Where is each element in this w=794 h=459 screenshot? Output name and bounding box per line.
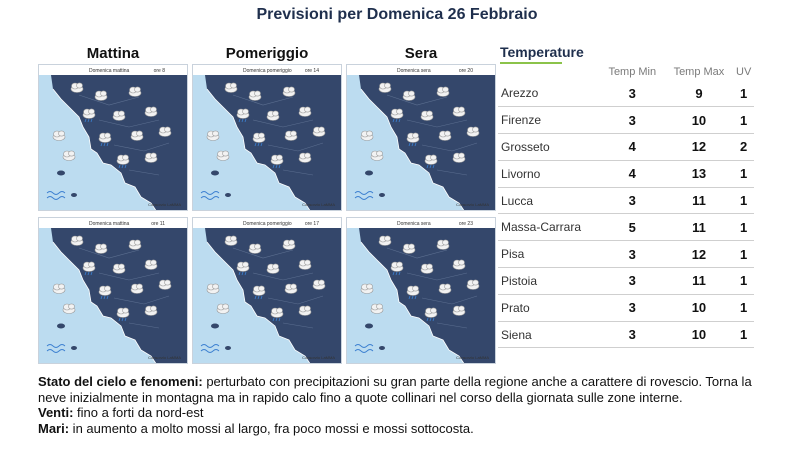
map-caption: Domenica mattina xyxy=(89,221,130,227)
map-hour: ore 17 xyxy=(304,221,319,227)
temp-min: 3 xyxy=(600,268,665,295)
tuscany-map-graphic xyxy=(193,218,342,364)
winds-label: Venti: xyxy=(38,405,74,420)
header-city xyxy=(498,64,600,80)
city-name: Siena xyxy=(498,321,600,348)
city-name: Grosseto xyxy=(498,134,600,161)
page-title: Previsioni per Domenica 26 Febbraio xyxy=(256,6,538,23)
table-row xyxy=(498,134,754,161)
map-hour: ore 20 xyxy=(458,68,473,74)
city-name: Pisa xyxy=(498,241,600,268)
forecast-map-afternoon-2 xyxy=(192,217,342,364)
map-caption: Domenica mattina xyxy=(89,68,130,74)
temp-max: 12 xyxy=(665,241,734,268)
uv-index: 1 xyxy=(733,80,754,107)
sky-paragraph xyxy=(38,374,768,405)
table-header-row xyxy=(498,64,754,80)
column-header-mattina: Mattina xyxy=(86,45,140,62)
temp-min: 4 xyxy=(600,134,665,161)
map-credit: Consorzio LaMMA xyxy=(302,355,335,360)
temp-min: 3 xyxy=(600,321,665,348)
temperature-title: Temperature xyxy=(500,44,584,60)
table-row xyxy=(498,294,754,321)
map-caption: Domenica pomeriggio xyxy=(243,221,292,227)
map-caption: Domenica sera xyxy=(397,221,431,227)
map-hour: ore 14 xyxy=(304,68,319,74)
table-row xyxy=(498,107,754,134)
tuscany-map-graphic xyxy=(347,65,496,211)
tuscany-map-graphic xyxy=(347,218,496,364)
uv-index: 1 xyxy=(733,214,754,241)
map-hour: ore 8 xyxy=(153,68,165,74)
sky-label: Stato del cielo e fenomeni: xyxy=(38,374,203,389)
uv-index: 1 xyxy=(733,294,754,321)
winds-text: fino a forti da nord-est xyxy=(73,405,204,420)
city-name: Firenze xyxy=(498,107,600,134)
header-uv: UV xyxy=(736,66,752,78)
uv-index: 1 xyxy=(733,241,754,268)
temp-max: 11 xyxy=(665,187,734,214)
table-row xyxy=(498,80,754,107)
temp-min: 3 xyxy=(600,187,665,214)
map-credit: Consorzio LaMMA xyxy=(456,355,489,360)
uv-index: 2 xyxy=(733,134,754,161)
city-name: Pistoia xyxy=(498,268,600,295)
map-credit: Consorzio LaMMA xyxy=(148,355,181,360)
temp-min: 3 xyxy=(600,294,665,321)
temp-max: 10 xyxy=(665,294,734,321)
map-credit: Consorzio LaMMA xyxy=(148,202,181,207)
uv-index: 1 xyxy=(733,321,754,348)
uv-index: 1 xyxy=(733,107,754,134)
temp-max: 10 xyxy=(665,107,734,134)
table-row xyxy=(498,187,754,214)
header-temp-max: Temp Max xyxy=(673,66,725,78)
map-caption: Domenica pomeriggio xyxy=(243,68,292,74)
temp-min: 3 xyxy=(600,80,665,107)
forecast-map-afternoon-1 xyxy=(192,64,342,211)
temp-max: 11 xyxy=(665,268,734,295)
temp-min: 5 xyxy=(600,214,665,241)
forecast-map-morning-2 xyxy=(38,217,188,364)
table-row xyxy=(498,241,754,268)
table-row xyxy=(498,321,754,348)
temp-max: 13 xyxy=(665,160,734,187)
temp-max: 10 xyxy=(665,321,734,348)
city-name: Prato xyxy=(498,294,600,321)
uv-index: 1 xyxy=(733,268,754,295)
city-name: Massa-Carrara xyxy=(498,214,600,241)
map-caption: Domenica sera xyxy=(397,68,431,74)
winds-paragraph xyxy=(38,405,768,421)
map-hour: ore 23 xyxy=(458,221,473,227)
tuscany-map-graphic xyxy=(39,65,188,211)
temp-max: 9 xyxy=(665,80,734,107)
temp-max: 11 xyxy=(665,214,734,241)
uv-index: 1 xyxy=(733,160,754,187)
sky-text: perturbato con precipitazioni su gran parte della regione anche a carattere di rovescio. Torna la neve inizialmente in montagna ma in rapido calo fino a quote collinari nel corso della giornata sulle zone interne. xyxy=(38,374,752,405)
temp-min: 3 xyxy=(600,107,665,134)
table-row xyxy=(498,268,754,295)
uv-index: 1 xyxy=(733,187,754,214)
table-row xyxy=(498,160,754,187)
column-header-sera: Sera xyxy=(404,45,438,62)
temp-max: 12 xyxy=(665,134,734,161)
seas-paragraph xyxy=(38,421,768,437)
tuscany-map-graphic xyxy=(193,65,342,211)
seas-text: in aumento a molto mossi al largo, fra poco mossi e mossi sottocosta. xyxy=(69,420,474,436)
forecast-map-evening-2 xyxy=(346,217,496,364)
column-header-pomeriggio: Pomeriggio xyxy=(225,45,309,62)
city-name: Livorno xyxy=(498,160,600,187)
forecast-map-morning-1 xyxy=(38,64,188,211)
city-name: Arezzo xyxy=(498,80,600,107)
city-name: Lucca xyxy=(498,187,600,214)
forecast-description xyxy=(38,374,768,436)
map-credit: Consorzio LaMMA xyxy=(456,202,489,207)
tuscany-map-graphic xyxy=(39,218,188,364)
map-credit: Consorzio LaMMA xyxy=(302,202,335,207)
temp-min: 3 xyxy=(600,241,665,268)
table-row xyxy=(498,214,754,241)
seas-label: Mari: xyxy=(38,420,70,436)
map-hour: ore 11 xyxy=(151,221,165,227)
temp-min: 4 xyxy=(600,160,665,187)
temperature-table xyxy=(498,64,754,348)
forecast-map-evening-1 xyxy=(346,64,496,211)
header-temp-min: Temp Min xyxy=(608,66,657,78)
